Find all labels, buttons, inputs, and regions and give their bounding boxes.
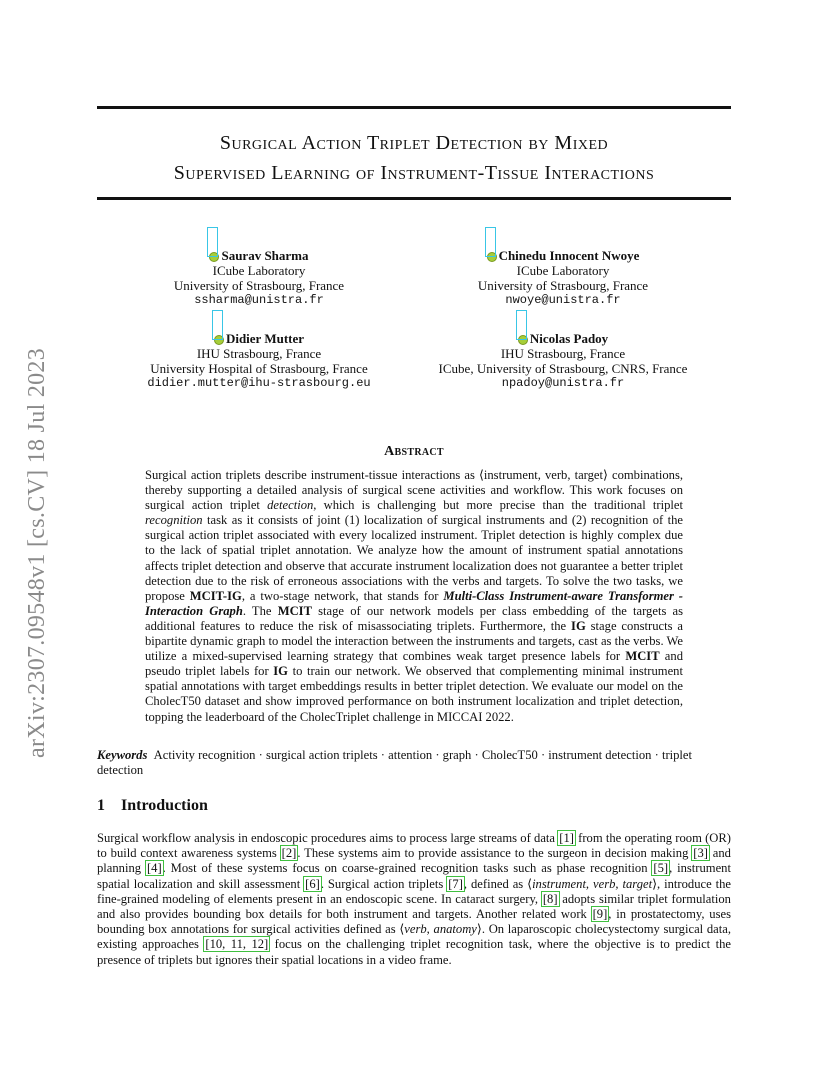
author-block-3 bbox=[94, 331, 424, 391]
citation-link[interactable]: [8] bbox=[542, 891, 558, 906]
introduction-paragraph: Surgical workflow analysis in endoscopic procedures aims to process large streams of data [1] from the operating room (OR) to build context awareness systems [2]. These systems aim to provide assistance to the surgeon in decision making [3] and planning [4]. Most of these systems focus on coarse-grained recognition tasks such as phase recognition [5], instrument spatial localization and skill assessment [6]. Surgical action triplets [7], defined as ⟨instrument, verb, target⟩, introduce the fine-grained modeling of elements present in an endoscopic scene. In cataract surgery, [8] adopts similar triplet formulation and also provides bounding box details for both instrument and targets. Another related work [9], in prostatectomy, uses bounding box annotations for surgical activities defined as ⟨verb, anatomy⟩. On laparoscopic cholecystectomy surgical data, existing approaches [10, 11, 12] focus on the challenging triplet recognition task, where the objective is to predict the presence of triplets but ignores their spatial locations in a video frame. bbox=[97, 831, 732, 967]
author-affiliation: IHU Strasbourg, France bbox=[196, 346, 322, 361]
title-line-2: Supervised Learning of Instrument-Tissue Interactions bbox=[173, 162, 655, 184]
author-email[interactable]: didier.mutter@ihu-strasbourg.eu bbox=[147, 376, 371, 390]
abstract-text: Surgical action triplets describe instrument-tissue interactions as ⟨instrument, verb, target⟩ combinations, thereby supporting a detailed analysis of surgical scene activities and workflow. This work focuses on surgical action triplet detection, which is challenging but more precise than the traditional triplet recognition task as it consists of joint (1) localization of surgical instruments and (2) recognition of the surgical action triplet associated with every localized instrument. Triplet detection is highly complex due to the lack of spatial triplet annotation. We analyze how the amount of instrument spatial annotations affects triplet detection and observe that accurate instrument localization does not guarantee a better triplet detection due to the risk of erroneous associations with the verbs and targets. To solve the two tasks, we propose MCIT-IG, a two-stage network, that stands for Multi-Class Instrument-aware Transformer - Interaction Graph. The MCIT stage of our network models per class embedding of the targets as additional features to reduce the risk of misassociating triplets. Furthermore, the IG stage constructs a bipartite dynamic graph to model the interaction between the instruments and targets, cast as the verbs. We utilize a mixed-supervised learning strategy that combines weak target presence labels for MCIT and pseudo triplet labels for IG to train our network. We observed that complementing minimal instrument spatial annotations with target embeddings results in better triplet detection. We evaluate our model on the CholecT50 dataset and show improved performance on both instrument localization and triplet detection, topping the leaderboard of the CholecTriplet challenge in MICCAI 2022. bbox=[145, 468, 684, 724]
arxiv-sidebar bbox=[0, 0, 60, 1072]
author-email[interactable]: ssharma@unistra.fr bbox=[194, 293, 324, 307]
citation-link[interactable]: [3] bbox=[693, 846, 708, 861]
orcid-icon[interactable] bbox=[209, 252, 219, 262]
keywords-label: Keywords bbox=[97, 748, 148, 762]
keywords bbox=[97, 748, 731, 778]
author-name: Saurav Sharma bbox=[221, 248, 309, 263]
author-affiliation: ICube Laboratory bbox=[212, 263, 306, 278]
svg-text:arXiv:2307.09548v1 [cs.CV] 1: arXiv:2307.09548v1 [cs.CV] 18 Jul 2023 bbox=[24, 347, 50, 758]
keywords-text: Activity recognition · surgical action triplets · attention · graph · CholecT50 · instrument detection · triplet detection bbox=[97, 748, 693, 777]
author-name: Nicolas Padoy bbox=[529, 331, 609, 346]
citation-link[interactable]: [9] bbox=[592, 907, 608, 922]
author-affiliation: ICube Laboratory bbox=[516, 263, 610, 278]
arxiv-id-vertical bbox=[0, 0, 60, 1072]
citation-link[interactable]: [2] bbox=[281, 846, 297, 861]
paper-title bbox=[97, 128, 731, 188]
author-affiliation: IHU Strasbourg, France bbox=[500, 346, 626, 361]
author-affiliation: University of Strasbourg, France bbox=[173, 278, 345, 293]
author-email[interactable]: npadoy@unistra.fr bbox=[501, 376, 625, 390]
title-top-rule bbox=[97, 106, 731, 109]
citation-link[interactable]: [6] bbox=[305, 876, 320, 891]
title-bottom-rule bbox=[97, 197, 731, 200]
author-affiliation: ICube, University of Strasbourg, CNRS, France bbox=[438, 361, 688, 376]
citation-link[interactable]: [5] bbox=[653, 861, 669, 876]
title-line-1: Surgical Action Triplet Detection by Mixed bbox=[219, 132, 609, 154]
author-name: Didier Mutter bbox=[225, 331, 305, 346]
author-block-4 bbox=[398, 331, 728, 391]
abstract-heading: Abstract bbox=[384, 444, 444, 459]
author-block-1 bbox=[94, 248, 424, 308]
citation-link[interactable]: [7] bbox=[448, 876, 463, 891]
orcid-icon[interactable] bbox=[487, 252, 497, 262]
citation-link[interactable]: [10, 11, 12] bbox=[205, 937, 269, 952]
citation-link[interactable]: [4] bbox=[146, 861, 162, 876]
author-affiliation: University Hospital of Strasbourg, France bbox=[150, 361, 368, 376]
author-block-2 bbox=[398, 248, 728, 308]
orcid-icon[interactable] bbox=[214, 335, 224, 345]
citation-link[interactable]: [1] bbox=[559, 831, 574, 845]
section-heading-introduction: 1 Introduction bbox=[97, 797, 208, 814]
author-email[interactable]: nwoye@unistra.fr bbox=[505, 293, 621, 307]
orcid-icon[interactable] bbox=[518, 335, 528, 345]
author-name: Chinedu Innocent Nwoye bbox=[498, 248, 640, 263]
author-affiliation: University of Strasbourg, France bbox=[477, 278, 649, 293]
